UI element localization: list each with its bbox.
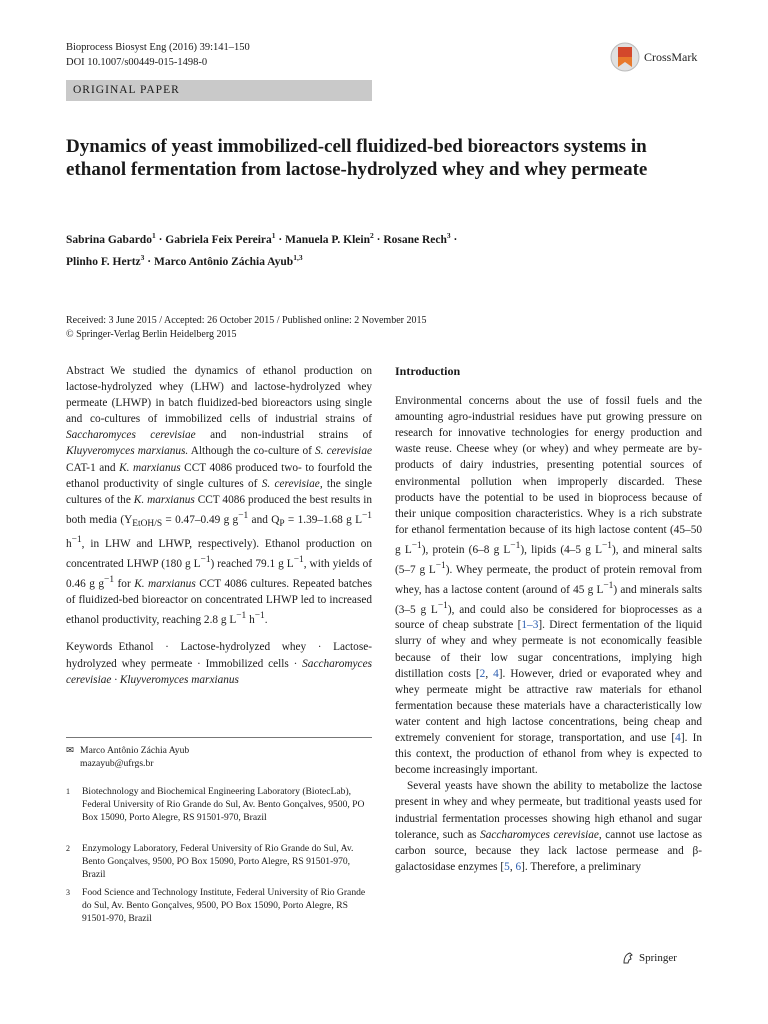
author[interactable]: Gabriela Feix Pereira bbox=[165, 233, 272, 246]
citation-link[interactable]: 4 bbox=[493, 667, 499, 680]
citation-link[interactable]: 2 bbox=[479, 667, 486, 680]
author[interactable]: Marco Antônio Záchia Ayub bbox=[153, 255, 294, 268]
affiliation-3: 3 Food Science and Technology Institute, Federal University of Rio Grande do Sul, Av. Bento Gonçalves, 9500, PO Box 15090, Porto Alegre, RS 91501-970, Brazil bbox=[66, 887, 366, 925]
citation-link[interactable]: 5 bbox=[504, 860, 510, 873]
author-list bbox=[66, 227, 686, 271]
history-dates: Received: 3 June 2015 / Accepted: 26 October 2015 / Published online: 2 November 2015 bbox=[66, 315, 427, 326]
separator: · bbox=[147, 255, 152, 268]
correspondence bbox=[66, 744, 189, 770]
abstract: Abstract We studied the dynamics of ethanol production on lactose-hydrolyzed whey (LHW) and lactose-hydrolyzed whey permeate (LHWP) in batch fluidized-bed bioreactors using single and co-cultures of immobilized cells of industrial strains of Saccharomyces cerevisiae and non-industrial strains of Kluyveromyces marxianus. Although the co-culture of S. cerevisiae CAT-1 and K. marxianus CCT 4086 produced two- to fourfold the ethanol productivity of single cultures of S. cerevisiae, the single cultures of the K. marxianus CCT 4086 produced the best results in both media ($Y_{EtOH/S} = 0.47-0.49$ g $g^{-1}$ and $Q_P = 1.39-1.68$ g $L^{-1}$ $h^{-1}$, in LHW and LHWP, respectively). Ethanol production on concentrated LHWP (180 g $L^{-1}$) reached 79.1 g $L^{-1}$, with yields of 0.46 g $g^{-1}$ for K. marxianus CCT 4086 cultures. Repeated batches of fluidized-bed bioreactor on concentrated LHWP led to increased ethanol productivity, reaching 2.8 g $L^{-1}$ $h^{-1}$. bbox=[66, 365, 373, 626]
publisher-name: Springer bbox=[639, 952, 677, 964]
separator: · bbox=[158, 233, 163, 246]
article-type-bar bbox=[66, 80, 372, 101]
affiliation-2: 2 Enzymology Laboratory, Federal University of Rio Grande do Sul, Av. Bento Gonçalves, 9500, PO Box 15090, Porto Alegre, RS 91501-970, Brazil bbox=[66, 843, 354, 881]
article-type: ORIGINAL PAPER bbox=[73, 84, 180, 96]
affiliation-mark: 3 bbox=[140, 252, 145, 262]
affiliation-mark: 1 bbox=[151, 231, 156, 240]
author[interactable]: Sabrina Gabardo bbox=[66, 233, 152, 246]
separator: · bbox=[376, 233, 381, 246]
left-column bbox=[66, 363, 372, 688]
keywords-label: Keywords bbox=[66, 641, 113, 654]
affiliation-mark: 1 bbox=[271, 231, 276, 240]
separator: · bbox=[278, 233, 283, 246]
affiliation-1: 1 Biotechnology and Biochemical Engineering Laboratory (BiotecLab), Federal University of Rio Grande do Sul, Av. Bento Gonçalves, 9500, PO Box 15090, Porto Alegre, RS 91501-970, Brazil bbox=[66, 786, 365, 824]
publication-dates bbox=[66, 314, 426, 342]
corresponding-author: Marco Antônio Záchia Ayub bbox=[80, 745, 190, 756]
author[interactable]: Rosane Rech bbox=[383, 233, 447, 246]
right-column bbox=[395, 363, 702, 875]
crossmark-icon bbox=[610, 41, 640, 73]
email-link[interactable]: mazayub@ufrgs.br bbox=[80, 758, 154, 770]
affiliation-mark: 1,3 bbox=[293, 252, 303, 262]
copyright: © Springer-Verlag Berlin Heidelberg 2015 bbox=[66, 329, 237, 340]
journal-info bbox=[66, 40, 250, 70]
section-heading: Introduction bbox=[395, 364, 461, 378]
crossmark-badge[interactable] bbox=[610, 41, 697, 73]
doi[interactable]: DOI 10.1007/s00449-015-1498-0 bbox=[66, 57, 208, 68]
springer-horse-icon bbox=[621, 951, 635, 965]
article-title: Dynamics of yeast immobilized-cell fluidized-bed bioreactors systems in ethanol fermentation from lactose-hydrolyzed whey and whey permeate bbox=[66, 136, 648, 180]
footnote-divider bbox=[66, 737, 372, 738]
citation-link[interactable]: 1–3 bbox=[521, 619, 539, 632]
keywords: Keywords Ethanol · Lactose-hydrolyzed whey · Lactose-hydrolyzed whey permeate · Immobilized cells · Saccharomyces cerevisiae · Kluyveromyces marxianus bbox=[66, 641, 372, 686]
affiliation-mark: 3 bbox=[446, 231, 451, 240]
citation-link[interactable]: 4 bbox=[675, 732, 681, 745]
citation-link[interactable]: 6 bbox=[515, 860, 522, 873]
intro-paragraph-1: Environmental concerns about the use of fossil fuels and the amounting agro-industrial residues have put growing pressure on research for innovative technologies for energy production and waste reuse. Cheese whey (or whey) and whey permeate are by-products of dairy industries, presenting potential sources of environmental pollution when improperly discarded. These products have the potential to be used in bioprocess because of their unique composition characteristics. Whey is a rich substrate for ethanol fermentation because of its high lactose content (45–50 g $L^{-1}$), protein (6–8 g $L^{-1}$), lipids (4–5 g $L^{-1}$), and mineral salts (5–7 g $L^{-1}$). Whey permeate, the product of protein removal from whey, has a lactose content (around of 45 g $L^{-1}$) and minerals salts (3–5 g $L^{-1}$), and could also be considered for bioprocesses as a source of cheap substrate [1–3]. Direct fermentation of the liquid slurry of whey and whey permeate is not economically feasible because of their low sugar concentrations, implying high distillation costs [2, 4]. However, dried or evaporated whey and whey permeate might be attractive raw materials for ethanol fermentation because these materials have a characteristically low water content and high lactose concentrations, being cheap and extremely convenient for storage, transportation, and use [4]. In this context, the production of ethanol from whey is expected to become increasingly important. bbox=[395, 395, 703, 777]
abstract-label: Abstract bbox=[66, 365, 105, 377]
intro-paragraph-2: Several yeasts have shown the ability to metabolize the lactose present in whey and whey permeate, but traditional yeasts used for industrial fermentation processes showing high ethanol and sugar tolerance, such as Saccharomyces cerevisiae, cannot use lactose as carbon source, because they lack lactose permease and β-galactosidase enzymes [5, 6]. Therefore, a preliminary bbox=[395, 780, 702, 873]
envelope-icon: ✉ bbox=[66, 745, 75, 756]
journal-citation: Bioprocess Biosyst Eng (2016) 39:141–150 bbox=[66, 42, 250, 53]
separator: · bbox=[453, 233, 458, 246]
affiliation-mark: 2 bbox=[369, 231, 374, 240]
crossmark-label: CrossMark bbox=[644, 49, 698, 64]
author[interactable]: Manuela P. Klein bbox=[285, 233, 370, 246]
publisher-logo bbox=[621, 951, 677, 965]
author[interactable]: Plinho F. Hertz bbox=[66, 255, 141, 268]
